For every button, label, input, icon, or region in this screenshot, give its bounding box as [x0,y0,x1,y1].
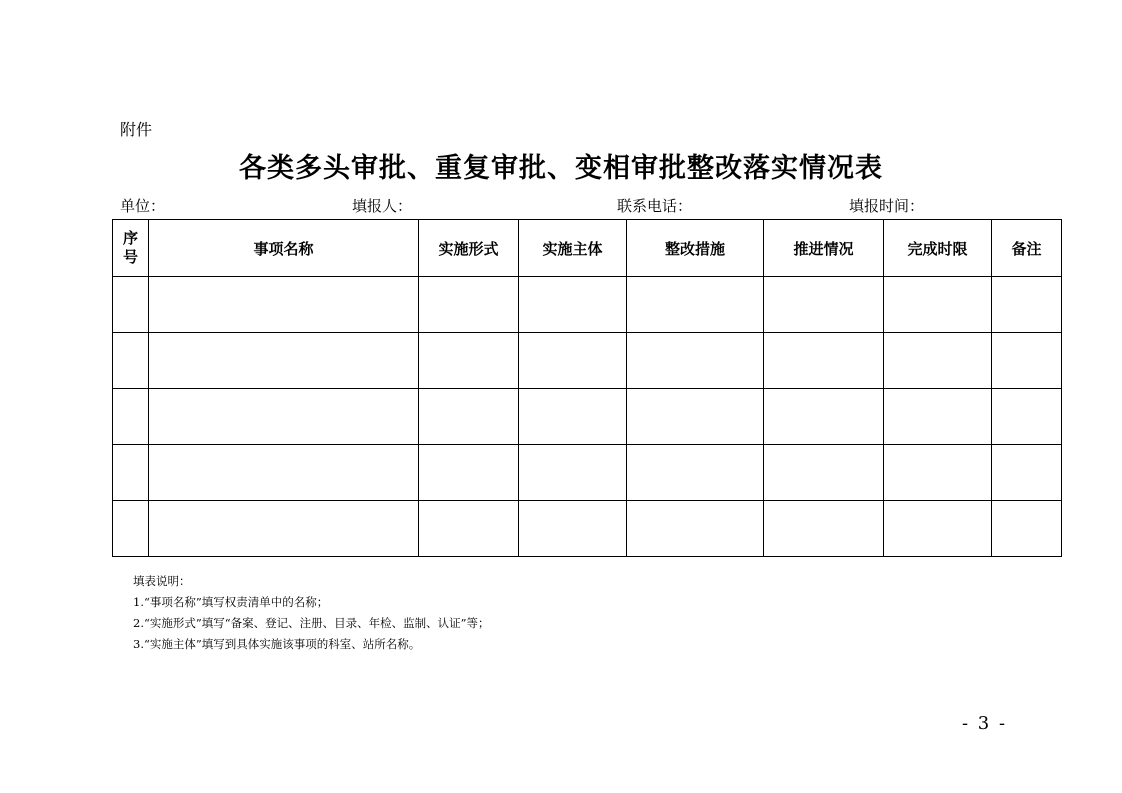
col-header-progress: 推进情况 [764,220,884,277]
table-cell[interactable] [113,277,149,333]
filler-label: 填报人： [352,197,413,215]
col-header-form: 实施形式 [419,220,519,277]
table-row [113,445,1062,501]
table-cell[interactable] [113,389,149,445]
table-cell[interactable] [419,333,519,389]
col-header-subject: 实施主体 [519,220,627,277]
page-number: - 3 - [962,713,1008,734]
table-cell[interactable] [764,333,884,389]
col-header-deadline: 完成时限 [884,220,992,277]
table-cell[interactable] [627,389,764,445]
table-cell[interactable] [884,501,992,557]
table-cell[interactable] [113,501,149,557]
table-cell[interactable] [992,277,1062,333]
notes-item: 3.“实施主体”填写到具体实施该事项的科室、站所名称。 [133,637,421,651]
table-cell[interactable] [149,501,419,557]
table-cell[interactable] [764,501,884,557]
table-cell[interactable] [113,445,149,501]
col-header-seq-label: 序号 [122,229,138,266]
notes-item: 1.“事项名称”填写权责清单中的名称； [133,595,329,609]
table-cell[interactable] [627,277,764,333]
table-cell[interactable] [884,277,992,333]
table-cell[interactable] [519,389,627,445]
table-cell[interactable] [764,445,884,501]
table-header-row [113,220,1062,277]
phone-label: 联系电话： [617,197,693,215]
attachment-label: 附件 [120,120,153,139]
page-title: 各类多头审批、重复审批、变相审批整改落实情况表 [239,153,883,184]
table-cell[interactable] [149,277,419,333]
table-cell[interactable] [764,389,884,445]
table-cell[interactable] [519,277,627,333]
table-cell[interactable] [884,333,992,389]
table-cell[interactable] [627,333,764,389]
table-cell[interactable] [992,333,1062,389]
table-cell[interactable] [519,501,627,557]
table-cell[interactable] [149,445,419,501]
table-cell[interactable] [764,277,884,333]
col-header-item-name: 事项名称 [149,220,419,277]
table-cell[interactable] [149,389,419,445]
table-cell[interactable] [113,333,149,389]
unit-label: 单位： [120,197,166,215]
notes-heading: 填表说明： [133,574,191,588]
table-cell[interactable] [884,445,992,501]
table-cell[interactable] [627,445,764,501]
fill-instructions [133,571,490,655]
table-cell[interactable] [884,389,992,445]
table-row [113,277,1062,333]
date-label: 填报时间： [849,197,925,215]
table-cell[interactable] [992,501,1062,557]
rectification-table [112,219,1062,557]
col-header-seq [113,220,149,277]
table-cell[interactable] [992,445,1062,501]
table-cell[interactable] [419,501,519,557]
col-header-measures: 整改措施 [627,220,764,277]
table-cell[interactable] [149,333,419,389]
table-row [113,389,1062,445]
table-cell[interactable] [419,389,519,445]
table-row [113,333,1062,389]
table-cell[interactable] [627,501,764,557]
table-row [113,501,1062,557]
col-header-remarks: 备注 [992,220,1062,277]
table-cell[interactable] [419,277,519,333]
table-cell[interactable] [519,445,627,501]
table-cell[interactable] [419,445,519,501]
table-cell[interactable] [519,333,627,389]
table-cell[interactable] [992,389,1062,445]
notes-item: 2.“实施形式”填写“备案、登记、注册、目录、年检、监制、认证”等； [133,616,490,630]
